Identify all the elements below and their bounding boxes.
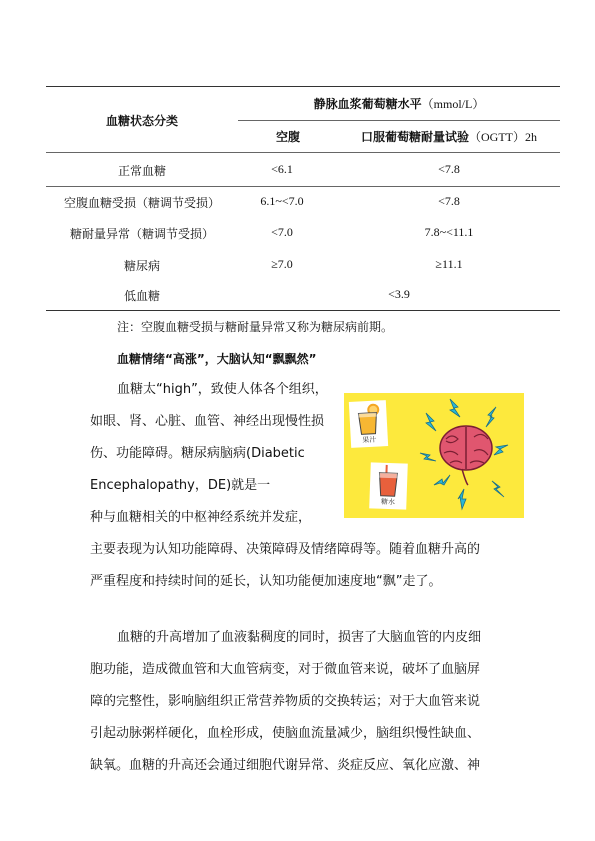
row-fasting: 6.1~<7.0 (260, 194, 304, 208)
row-merged-value: <3.9 (388, 287, 410, 301)
table-header-rule (46, 152, 560, 153)
row-fasting: <6.1 (271, 162, 293, 176)
row-ogtt: 7.8~<11.1 (424, 225, 474, 239)
paragraph-line: 胞功能，造成微血管和大血管病变，对于微血管来说，破坏了血脑屏 (90, 662, 481, 677)
row-label: 空腹血糖受损（糖调节受损） (63, 196, 220, 210)
table-top-rule (46, 86, 560, 87)
row-fasting: ≥7.0 (271, 257, 293, 271)
juice-card (349, 400, 388, 448)
paragraph-line: 缺氧。血糖的升高还会通过细胞代谢异常、炎症反应、氧化应激、神 (90, 758, 481, 773)
row-header: 血糖状态分类 (105, 114, 178, 128)
brain-sugar-illustration (344, 393, 524, 518)
paragraph-line: 引起动脉粥样硬化，血栓形成，使脑血流量减少，脑组织慢性缺血、 (90, 726, 481, 741)
sugar-water-card-label: 糖水 (380, 497, 396, 507)
table-bottom-rule (46, 310, 560, 311)
row-ogtt: <7.8 (438, 162, 460, 176)
paragraph-line: 如眼、肾、心脏、血管、神经出现慢性损 (90, 414, 325, 429)
row-label: 低血糖 (123, 289, 160, 303)
paragraph-line: 血糖太“high”，致使人体各个组织， (117, 382, 328, 397)
row-ogtt: <7.8 (438, 194, 460, 208)
paragraph-line: 障的完整性，影响脑组织正常营养物质的交换转运；对于大血管来说 (90, 694, 481, 709)
col-header-fasting: 空腹 (275, 130, 300, 144)
paragraph-line: 主要表现为认知功能障碍、决策障碍及情绪障碍等。随着血糖升高的 (90, 542, 481, 557)
paragraph-line: 严重程度和持续时间的延长，认知功能便加速度地“飘”走了。 (90, 574, 442, 589)
row-label: 糖尿病 (123, 259, 160, 273)
paragraph-line: 血糖的升高增加了血液黏稠度的同时，损害了大脑血管的内皮细 (117, 630, 482, 645)
row-label: 糖耐量异常（糖调节受损） (69, 227, 214, 241)
group-header: 静脉血浆葡萄糖水平（mmol/L） (313, 97, 485, 111)
table-sub-rule (238, 120, 560, 121)
juice-card-label: 果汁 (362, 435, 377, 445)
col-header-ogtt: 口服葡萄糖耐量试验（OGTT）2h (360, 130, 537, 144)
brain-shape (440, 426, 492, 485)
juice-glass-icon (349, 400, 388, 438)
section-heading: 血糖情绪“高涨”，大脑认知“飘飘然” (117, 352, 317, 366)
table-note: 注：空腹血糖受损与糖耐量异常又称为糖尿病前期。 (117, 320, 394, 334)
table-row-rule (46, 186, 560, 187)
paragraph-line: 伤、功能障碍。糖尿病脑病(Diabetic (90, 446, 305, 461)
row-label: 正常血糖 (117, 164, 166, 178)
brain-icon (396, 393, 524, 518)
row-fasting: <7.0 (271, 225, 293, 239)
row-ogtt: ≥11.1 (435, 257, 463, 271)
paragraph-line: Encephalopathy，DE)就是一 (90, 478, 271, 493)
paragraph-line: 种与血糖相关的中枢神经系统并发症， (90, 510, 312, 525)
